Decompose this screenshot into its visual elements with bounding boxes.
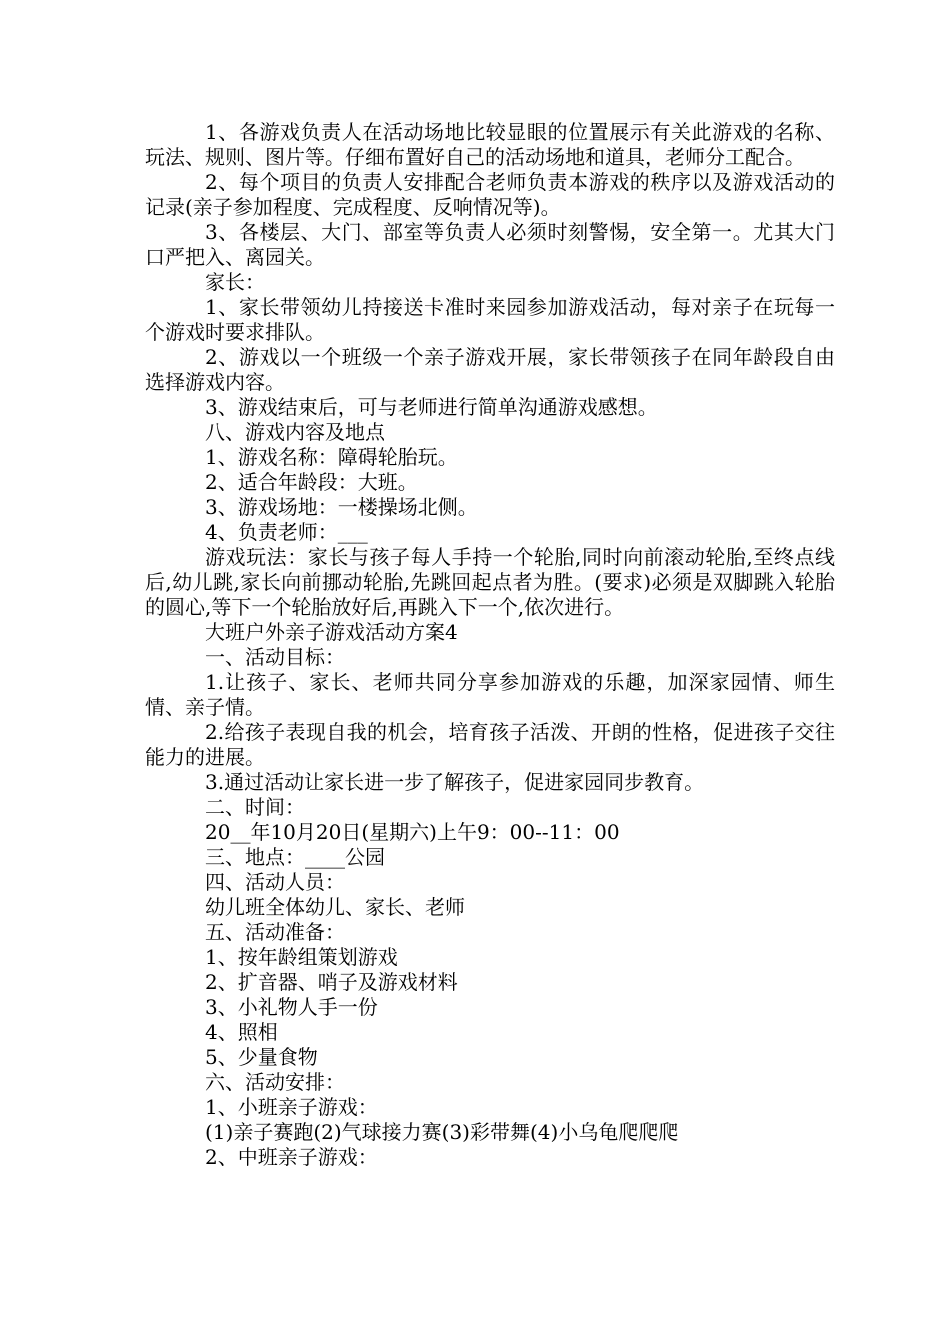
paragraph: 2、每个项目的负责人安排配合老师负责本游戏的秩序以及游戏活动的记录(亲子参加程度、完成程度、反响情况等)。 <box>145 170 835 219</box>
list-item: 3、游戏场地：一楼操场北侧。 <box>205 495 478 519</box>
paragraph: (1)亲子赛跑(2)气球接力赛(3)彩带舞(4)小乌龟爬爬爬 <box>205 1120 679 1144</box>
section-heading: 三、地点：____公园 <box>205 845 385 869</box>
list-item: 4、负责老师：___ <box>205 520 368 544</box>
paragraph: 2、游戏以一个班级一个亲子游戏开展，家长带领孩子在同年龄段自由选择游戏内容。 <box>145 345 835 394</box>
section-heading: 五、活动准备： <box>205 920 345 944</box>
list-item: 1、游戏名称：障碍轮胎玩。 <box>205 445 458 469</box>
list-item: 2、扩音器、哨子及游戏材料 <box>205 970 458 994</box>
paragraph: 幼儿班全体幼儿、家长、老师 <box>205 895 465 919</box>
list-item: 1、小班亲子游戏： <box>205 1095 378 1119</box>
list-item: 1.让孩子、家长、老师共同分享参加游戏的乐趣，加深家园情、师生情、亲子情。 <box>145 670 835 719</box>
document-title: 大班户外亲子游戏活动方案4 <box>205 620 458 644</box>
section-heading: 一、活动目标： <box>205 645 345 669</box>
paragraph: 1、家长带领幼儿持接送卡准时来园参加游戏活动，每对亲子在玩每一个游戏时要求排队。 <box>145 295 835 344</box>
list-item: 4、照相 <box>205 1020 278 1044</box>
list-item: 2、中班亲子游戏： <box>205 1145 378 1169</box>
section-heading: 四、活动人员： <box>205 870 345 894</box>
list-item: 3.通过活动让家长进一步了解孩子，促进家园同步教育。 <box>205 770 705 794</box>
list-item: 3、小礼物人手一份 <box>205 995 378 1019</box>
list-item: 5、少量食物 <box>205 1045 318 1069</box>
paragraph: 20__年10月20日(星期六)上午9：00--11：00 <box>205 820 620 844</box>
paragraph: 3、各楼层、大门、部室等负责人必须时刻警惕，安全第一。尤其大门口严把入、离园关。 <box>145 220 835 269</box>
list-item: 2、适合年龄段：大班。 <box>205 470 418 494</box>
section-heading: 六、活动安排： <box>205 1070 345 1094</box>
paragraph: 3、游戏结束后，可与老师进行简单沟通游戏感想。 <box>205 395 658 419</box>
section-heading: 二、时间： <box>205 795 305 819</box>
paragraph: 游戏玩法：家长与孩子每人手持一个轮胎,同时向前滚动轮胎,至终点线后,幼儿跳,家长向前挪动轮胎,先跳回起点者为胜。(要求)必须是双脚跳入轮胎的圆心,等下一个轮胎放好后,再跳入下一个,依次进行。 <box>145 545 835 619</box>
list-item: 2.给孩子表现自我的机会，培育孩子活泼、开朗的性格，促进孩子交往能力的进展。 <box>145 720 835 769</box>
section-label: 家长： <box>205 270 265 294</box>
paragraph: 1、各游戏负责人在活动场地比较显眼的位置展示有关此游戏的名称、玩法、规则、图片等。仔细布置好自己的活动场地和道具，老师分工配合。 <box>145 120 835 169</box>
document-page <box>145 120 835 1170</box>
list-item: 1、按年龄组策划游戏 <box>205 945 398 969</box>
section-heading: 八、游戏内容及地点 <box>205 420 385 444</box>
